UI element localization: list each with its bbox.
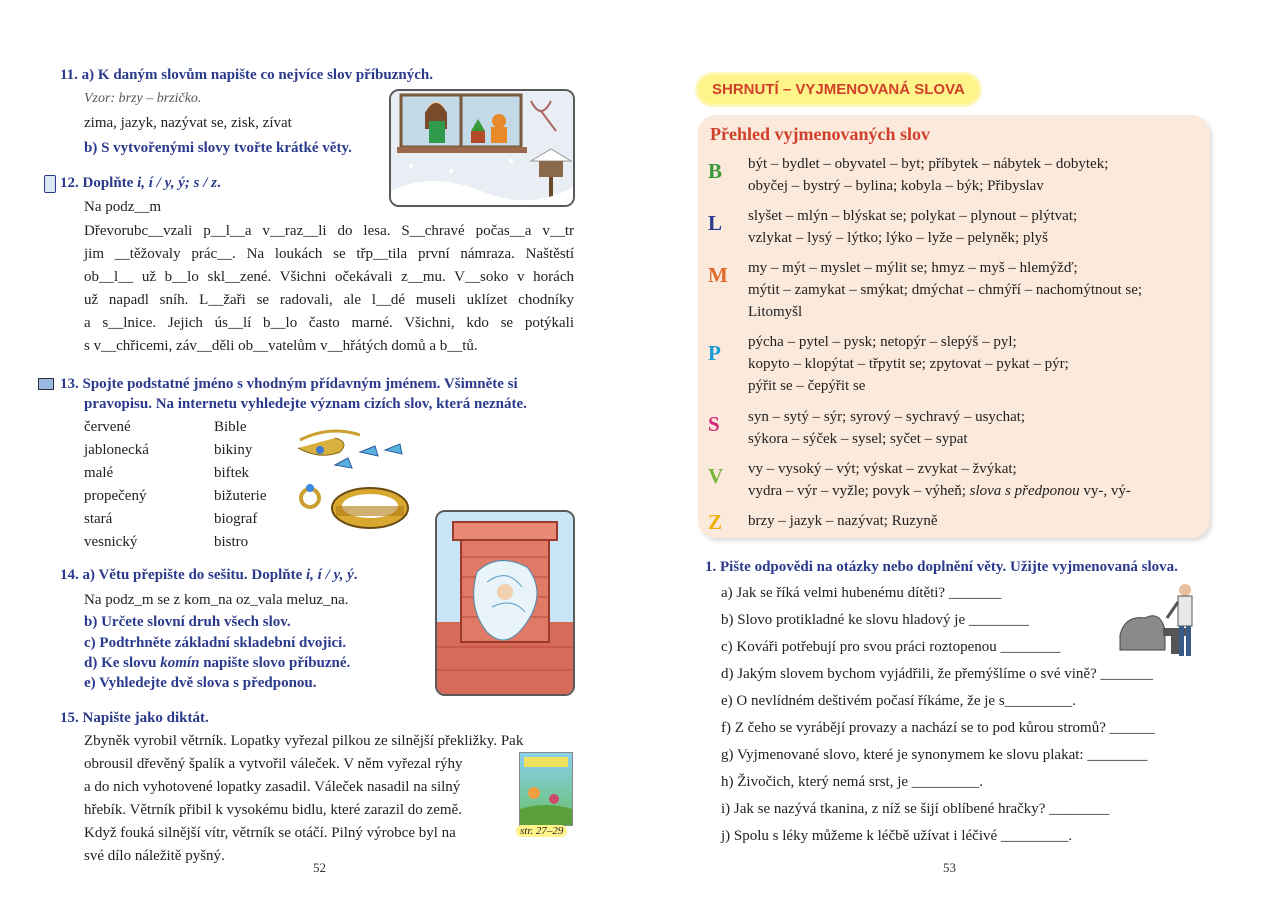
noun: biftek: [214, 465, 249, 481]
adjective: červené: [84, 419, 131, 435]
noun: bižuterie: [214, 488, 267, 504]
adjective: vesnický: [84, 534, 138, 550]
row-v-last-italic: slova s předponou: [969, 483, 1080, 499]
summary-banner: SHRNUTÍ – VYJMENOVANÁ SLOVA: [698, 75, 979, 104]
question-c: c) Kováři potřebují pro svou práci roztopenou ________: [721, 639, 1061, 655]
ex15-line: a do nich vyhotovené lopatky zasadil. Váleček nasadil na silný: [84, 779, 461, 795]
ex13-title-line2: pravopisu. Na internetu vyhledejte význam cizích slov, která neznáte.: [84, 396, 527, 412]
question-i: i) Jak se nazývá tkanina, z níž se šijí oblíbené hračky? ________: [721, 801, 1110, 817]
row-l-line: slyšet – mlýn – blýskat se; polykat – plynout – plýtvat;: [748, 208, 1078, 224]
row-b-line: obyčej – bystrý – bylina; kobyla – býk; Přibyslav: [748, 178, 1044, 194]
ex14-sentence: Na podz_m se z kom_na oz_vala meluz_na.: [84, 592, 349, 608]
ex12-line: už napadl sníh. L__žaři se radovali, ale l__dé museli uklízet chodníky: [84, 292, 574, 308]
ex15-line: Když fouká silnější vítr, větrník se otáčí. Pilný výrobce byl na: [84, 825, 456, 841]
ex14-d-post: napište slovo příbuzné.: [199, 655, 351, 671]
adjective: stará: [84, 511, 113, 527]
ex12-line: s v__chřicemi, záv__děli ob__vatelům v__hřátých domů a b__tů.: [84, 338, 478, 354]
row-s-line: syn – sytý – sýr; syrový – sychravý – usychat;: [748, 409, 1026, 425]
chimney-wind-illustration: [435, 510, 575, 696]
winter-window-illustration: [389, 89, 575, 207]
letter-s: S: [708, 412, 720, 436]
letter-b: B: [708, 159, 723, 183]
summary-row-v: [708, 458, 1131, 502]
book-reference: str. 27–29: [516, 825, 567, 837]
question-a: a) Jak se říká velmi hubenému dítěti? _______: [721, 585, 1002, 601]
noun: bistro: [214, 534, 249, 550]
question-h: h) Živočich, který nemá srst, je _________.: [721, 774, 984, 790]
ex15-line: obrousil dřevěný špalík a vytvořil váleček. V něm vyřezal rýhy: [84, 756, 463, 772]
letter-v: V: [708, 464, 724, 488]
row-v-line-last: [748, 480, 1131, 502]
ex12-line: ob__l__ už b__lo skl__zené. Všichni očekávali z__mu. V__soko v horách: [84, 269, 574, 285]
ex11-title: 11. a) K daným slovům napište co nejvíce slov příbuzných.: [60, 67, 433, 83]
row-s-line: sýkora – sýček – sysel; syčet – sypat: [748, 431, 968, 447]
jewelry-illustration: [290, 420, 420, 532]
page-number-right: 53: [943, 860, 956, 875]
questions-list: [721, 580, 1155, 850]
ex15-title: 15. Napište jako diktát.: [60, 710, 209, 726]
row-z-text: [748, 510, 938, 535]
window-scene-icon: [391, 91, 573, 205]
row-l-text: [748, 205, 1077, 249]
ex11-b: b) S vytvořenými slovy tvořte krátké věty.: [84, 140, 352, 156]
row-v-last-post: vy-, vý-: [1079, 483, 1131, 499]
question-f: f) Z čeho se vyrábějí provazy a nachází se to pod kůrou stromů? ______: [721, 720, 1155, 736]
ex15-text: [84, 730, 574, 868]
row-v-text: [748, 458, 1131, 502]
book-cover-icon: [520, 753, 572, 825]
ex12-text: [84, 220, 574, 358]
chimney-scene-icon: [437, 512, 573, 694]
adjective: malé: [84, 465, 114, 481]
row-z-line: brzy – jazyk – nazývat; Ruzyně: [748, 513, 938, 529]
ex12-line: a s__lnice. Jejich ús__lí b__lo často marné. Všichni, kdo se potýkali: [84, 315, 574, 331]
noun: biograf: [214, 511, 258, 527]
row-p-line: kopyto – klopýtat – třpytit se; zpytovat – pykat – pýr;: [748, 356, 1069, 372]
row-v-last-pre: vydra – výr – vyžle; povyk – výheň;: [748, 483, 970, 499]
adjective: jablonecká: [84, 442, 149, 458]
row-m-line: Litomyšl: [748, 304, 803, 320]
ex12-line: jim __těžovaly prác__. Na loukách se třp__tila první námraza. Naštěstí: [84, 246, 574, 262]
summary-row-z: [708, 510, 938, 535]
ex15-line: hřebík. Větrník přibil k vysokému bidlu, které zarazil do země.: [84, 802, 462, 818]
letter-p: P: [708, 341, 721, 365]
row-m-line: mýtit – zamykat – smýkat; dmýchat – chmýří – nachomýtnout se;: [748, 282, 1143, 298]
question-b: b) Slovo protikladné ke slovu hladový je ________: [721, 612, 1029, 628]
ex15-line: Zbyněk vyrobil větrník. Lopatky vyřezal pilkou ze silnější překližky. Pak: [84, 733, 524, 749]
ex14-d-word: komín: [160, 655, 200, 671]
ex14-d: [84, 655, 350, 672]
row-b-text: [748, 153, 1108, 197]
letter-m: M: [708, 263, 728, 287]
pencil-icon: [44, 175, 56, 193]
ex14-b: b) Určete slovní druh všech slov.: [84, 614, 291, 630]
ex14-c: c) Podtrhněte základní skladební dvojici.: [84, 635, 347, 651]
row-p-line: pýcha – pytel – pysk; netopýr – slepýš – pyl;: [748, 334, 1017, 350]
ex11-example: Vzor: brzy – brzičko.: [84, 91, 202, 106]
summary-row-l: [708, 205, 1077, 249]
page-number-left: 52: [313, 860, 326, 875]
noun: Bible: [214, 419, 247, 435]
ex14-e: e) Vyhledejte dvě slova s předponou.: [84, 675, 317, 691]
row-p-line: pýřit se – čepýřit se: [748, 378, 866, 394]
letter-l: L: [708, 211, 723, 235]
row-v-line: vy – vysoký – výt; výskat – zvykat – žvýkat;: [748, 461, 1017, 477]
computer-icon: [38, 378, 54, 390]
ex15-line: své dílo náležitě pyšný.: [84, 848, 225, 864]
ex14-title: 14. a) Větu přepište do sešitu. Doplňte i, í / y, ý.: [60, 567, 358, 583]
summary-row-b: [708, 153, 1108, 197]
noun: bikiny: [214, 442, 253, 458]
question-e: e) O nevlídném deštivém počasí říkáme, že je s_________.: [721, 693, 1076, 709]
row-s-text: [748, 406, 1025, 450]
row-m-text: [748, 257, 1142, 323]
ex14-d-pre: d) Ke slovu: [84, 655, 161, 671]
ex13-title-line1: 13. Spojte podstatné jméno s vhodným přídavným jménem. Všimněte si: [60, 376, 518, 392]
row-b-line: být – bydlet – obyvatel – byt; příbytek – nábytek – dobytek;: [748, 156, 1109, 172]
ex12-title: 12. Doplňte i, í / y, ý; s / z.: [60, 175, 221, 191]
summary-row-s: [708, 406, 1025, 450]
question-d: d) Jakým slovem bychom vyjádřili, že přemýšlíme o své vině? _______: [721, 666, 1153, 682]
ex12-line: Dřevorubc__vzali p__l__a v__raz__li do lesa. S__chravé počas__a v__tr: [84, 223, 574, 239]
ex1-title: 1. Pište odpovědi na otázky nebo doplnění věty. Užijte vyjmenovaná slova.: [705, 559, 1178, 575]
row-m-line: my – mýt – myslet – mýlit se; hmyz – myš – hlemýžď;: [748, 260, 1078, 276]
question-g: g) Vyjmenované slovo, které je synonymem ke slovu plakat: ________: [721, 747, 1148, 763]
ex11-words: zima, jazyk, nazývat se, zisk, zívat: [84, 115, 292, 131]
summary-row-p: [708, 331, 1069, 397]
adjective: propečený: [84, 488, 147, 504]
summary-box: [698, 115, 1210, 538]
ex12-subtitle: Na podz__m: [84, 199, 162, 215]
book-cover-image: [519, 752, 573, 826]
summary-box-title: Přehled vyjmenovaných slov: [710, 124, 930, 144]
question-j: j) Spolu s léky můžeme k léčbě užívat i léčivé _________.: [721, 828, 1073, 844]
summary-row-m: [708, 257, 1142, 323]
row-p-text: [748, 331, 1069, 397]
letter-z: Z: [708, 510, 723, 534]
row-l-line: vzlykat – lysý – lýtko; lýko – lyže – pelyněk; plyš: [748, 230, 1048, 246]
